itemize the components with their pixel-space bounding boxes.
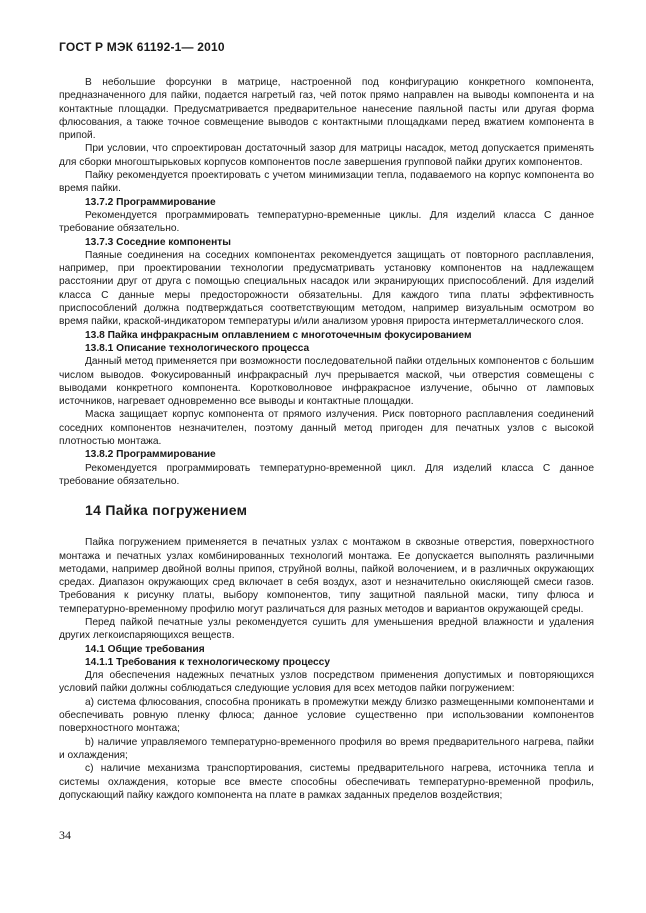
section-heading-13-8-1: 13.8.1 Описание технологического процесса: [85, 342, 310, 354]
paragraph: Пайка погружением применяется в печатных узлах с монтажом в сквозные отверстия, поверхностного монтажа и печатных узлах комбинированных технологий монтажа. Ее допускается выполнять различными методами, например двойной волны припоя, струйной волны, пайкой волочением, и в различных окружающих средах. Диапазон окружающих сред включает в себя воздух, азот и незначительно окисляющей смеси газов. Требования к рисунку платы, выбору компонентов, типу защитной паяльной маски, типу флюса и температурно-временному профилю могут различаться для разных методов и вариантов окружающей среды.: [59, 537, 594, 615]
paragraph: Данный метод применяется при возможности последовательной пайки отдельных компонентов с большим числом выводов. Фокусированный инфракрасный луч прерывается маской, чьи отверстия совмещены с выводами конкретного компонента. Коротковолновое инфракрасное излучение, обычно от ламповых источников, нагревает одновременно все выводы и контактные площадки.: [59, 356, 594, 408]
section-heading-13-8: 13.8 Пайка инфракрасным оплавлением с многоточечным фокусированием: [85, 329, 472, 341]
paragraph: Для обеспечения надежных печатных узлов посредством применения допустимых и повторяющихся условий пайки должны соблюдаться следующие условия для всех методов пайки погружением:: [59, 670, 594, 695]
list-item: с) наличие механизма транспортирования, системы предварительного нагрева, источника тепла и системы охлаждения, которые все вместе способны обеспечивать температурно-временной профиль, допускающий пайку каждого компонента на плате в рамках заданных пределов воздействия;: [59, 763, 594, 801]
section-heading-13-7-3: 13.7.3 Соседние компоненты: [85, 236, 231, 248]
paragraph: Рекомендуется программировать температурно-временные циклы. Для изделий класса С данное требование обязательно.: [59, 209, 594, 235]
paragraph: Перед пайкой печатные узлы рекомендуется сушить для уменьшения вредной влажности и удаления других легкоиспаряющихся веществ.: [59, 616, 594, 642]
section-heading-13-8-2: 13.8.2 Программирование: [85, 449, 216, 461]
paragraph: Паяные соединения на соседних компонентах рекомендуется защищать от повторного расплавления, например, при проектировании технологии предусматривать установку компонентов на надлежащем расстоянии друг от друга с помощью специальных насадок или экранирующих приспособлений. Для изделий класса С данные меры предосторожности обязательны. Для каждого типа платы эффективность приспособлений должна подтверждаться соответствующим методом, например визуальным осмотром во время пайки, краской-индикатором температуры и/или анализом уровня прироста интерметаллического слоя.: [59, 249, 594, 328]
document-page: [59, 40, 594, 802]
paragraph: Маска защищает корпус компонента от прямого излучения. Риск повторного расплавления соединений соседних компонентов незначителен, поэтому данный метод пригоден для печатных узлов с высокой плотностью монтажа.: [59, 409, 594, 448]
paragraph: В небольшие форсунки в матрице, настроенной под конфигурацию конкретного компонента, предназначенного для пайки, подается нагретый газ, чей поток прямо направлен на выводы компонента и на контактные площадки. Предусматривается предварительное нанесение паяльной пасты или другая форма флюсования, а также точное совмещение выводов с контактными площадками перед вжатием компонента в припой.: [59, 77, 594, 142]
page-number: 34: [59, 828, 71, 842]
list-item: b) наличие управляемого температурно-временного профиля во время предварительного нагрева, пайки и охлаждения;: [59, 736, 594, 761]
section-heading-13-7-2: 13.7.2 Программирование: [85, 196, 216, 208]
document-header: ГОСТ Р МЭК 61192-1— 2010: [59, 40, 225, 54]
section-heading-14-1: 14.1 Общие требования: [85, 643, 205, 655]
paragraph: Пайку рекомендуется проектировать с учетом минимизации тепла, подаваемого на корпус компонента во время пайки.: [59, 170, 594, 195]
paragraph: Рекомендуется программировать температурно-временной цикл. Для изделий класса С данное требование обязательно.: [59, 462, 594, 487]
list-item: а) система флюсования, способна проникать в промежутки между близко размещенными компонентами и обеспечивать ровную пленку флюса; данное условие существенно при использовании компонентов поверхностного монтажа;: [59, 696, 594, 735]
section-heading-14-1-1: 14.1.1 Требования к технологическому процессу: [85, 656, 331, 668]
chapter-heading-14: 14 Пайка погружением: [85, 502, 248, 519]
paragraph: При условии, что спроектирован достаточный зазор для матрицы насадок, метод допускается применять для сборки многоштырьковых корпусов компонентов после завершения групповой пайки других компонентов.: [59, 143, 594, 168]
